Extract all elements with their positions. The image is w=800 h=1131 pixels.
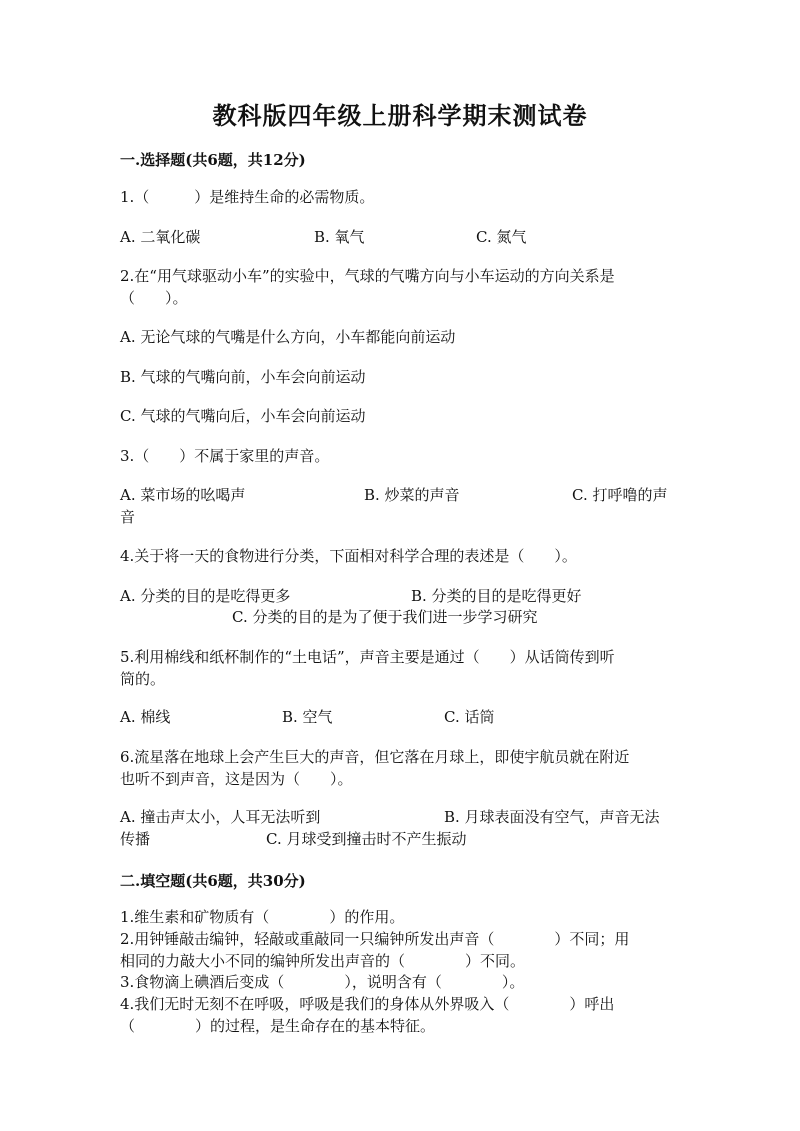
- question-1-option-c: C. 氮气: [476, 228, 527, 246]
- section-heading-choice: 一.选择题(共6题，共12分): [120, 151, 306, 169]
- question-2-option-c: C. 气球的气嘴向后，小车会向前运动: [120, 407, 366, 425]
- question-1-option-a: A. 二氧化碳: [120, 228, 201, 246]
- question-2-option-b: B. 气球的气嘴向前，小车会向前运动: [120, 368, 366, 386]
- question-6-stem-line1: 6.流星落在地球上会产生巨大的声音，但它落在月球上，即使宇航员就在附近: [120, 748, 630, 766]
- question-5-stem-line1: 5.利用棉线和纸杯制作的“土电话”，声音主要是通过（ ）从话筒传到听: [120, 648, 615, 666]
- question-5-stem-line2: 筒的。: [120, 670, 166, 688]
- fill-question-4-line2: （ ）的过程，是生命存在的基本特征。: [120, 1017, 436, 1035]
- question-5-option-c: C. 话筒: [444, 708, 495, 726]
- fill-question-3: 3.食物滴上碘酒后变成（ ），说明含有（ ）。: [120, 973, 525, 991]
- page-title: 教科版四年级上册科学期末测试卷: [212, 101, 588, 130]
- question-2-stem-line1: 2.在“用气球驱动小车”的实验中，气球的气嘴方向与小车运动的方向关系是: [120, 267, 615, 285]
- question-6-option-b-continued: 传播: [120, 830, 151, 848]
- question-6-stem-line2: 也听不到声音，这是因为（ ）。: [120, 770, 353, 788]
- question-2-option-a: A. 无论气球的气嘴是什么方向，小车都能向前运动: [120, 328, 456, 346]
- question-2-stem-line2: （ ）。: [120, 289, 188, 307]
- question-6-option-c: C. 月球受到撞击时不产生振动: [266, 830, 467, 848]
- question-4-option-c: C. 分类的目的是为了便于我们进一步学习研究: [232, 608, 538, 626]
- fill-question-2-line1: 2.用钟锤敲击编钟，轻敲或重敲同一只编钟所发出声音（ ）不同；用: [120, 930, 630, 948]
- fill-question-1: 1.维生素和矿物质有（ ）的作用。: [120, 908, 405, 926]
- question-5-option-b: B. 空气: [282, 708, 333, 726]
- question-3-option-a: A. 菜市场的吆喝声: [120, 486, 246, 504]
- question-1-stem: 1.（ ）是维持生命的必需物质。: [120, 188, 375, 206]
- question-3-option-b: B. 炒菜的声音: [364, 486, 460, 504]
- question-6-option-a: A. 撞击声太小，人耳无法听到: [120, 808, 321, 826]
- fill-question-2-line2: 相同的力敲大小不同的编钟所发出声音的（ ）不同。: [120, 952, 526, 970]
- question-3-option-c: C. 打呼噜的声: [572, 486, 668, 504]
- section-heading-fill: 二.填空题(共6题，共30分): [120, 872, 306, 890]
- question-3-stem: 3.（ ）不属于家里的声音。: [120, 447, 330, 465]
- question-4-stem: 4.关于将一天的食物进行分类，下面相对科学合理的表述是（ ）。: [120, 547, 577, 565]
- question-6-option-b: B. 月球表面没有空气，声音无法: [444, 808, 660, 826]
- question-3-option-c-continued: 音: [120, 508, 136, 526]
- question-5-option-a: A. 棉线: [120, 708, 171, 726]
- question-4-option-a: A. 分类的目的是吃得更多: [120, 587, 291, 605]
- question-4-option-b: B. 分类的目的是吃得更好: [411, 587, 582, 605]
- fill-question-4-line1: 4.我们无时无刻不在呼吸，呼吸是我们的身体从外界吸入（ ）呼出: [120, 995, 615, 1013]
- question-1-option-b: B. 氧气: [314, 228, 365, 246]
